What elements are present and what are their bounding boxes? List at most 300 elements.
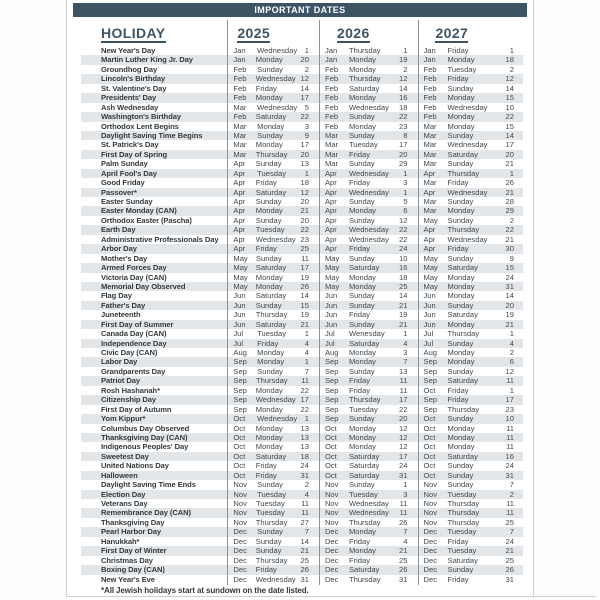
month-cell: Dec [324, 546, 339, 556]
month-cell: Jun [423, 300, 436, 310]
weekday-cell: Friday [348, 555, 371, 565]
weekday-cell: Saturday [348, 451, 380, 461]
year-cell-2027 [417, 254, 524, 263]
holiday-name: April Fool's Day [101, 168, 157, 178]
weekday-cell: Sunday [447, 461, 474, 471]
year-header-cell-2027 [416, 25, 523, 43]
day-cell: 20 [399, 149, 408, 159]
day-cell: 22 [300, 385, 309, 395]
year-cell-2025 [226, 461, 318, 470]
month-cell: Nov [423, 480, 438, 490]
year-cell-2025 [226, 244, 318, 253]
month-cell: Mar [423, 130, 437, 140]
day-cell: 22 [300, 225, 309, 235]
year-cell-2027 [417, 103, 524, 112]
year-cell-2025 [226, 188, 318, 197]
weekday-cell: Monday [348, 348, 376, 357]
year-cell-2026 [318, 575, 417, 584]
year-cell-2025 [226, 471, 318, 480]
holiday-name: St. Patrick's Day [101, 140, 159, 150]
weekday-cell: Sunday [255, 536, 282, 546]
month-cell: Sep [423, 376, 438, 386]
year-cell-2025 [226, 499, 318, 508]
holiday-name: Mother's Day [101, 253, 148, 263]
month-cell: Feb [324, 112, 339, 122]
holiday-name: Orthodox Lent Begins [101, 121, 179, 131]
month-cell: Nov [324, 480, 339, 490]
holiday-name: Civic Day (CAN) [101, 348, 158, 357]
day-cell: 16 [505, 451, 514, 461]
holiday-row [81, 159, 523, 168]
year-cell-2027 [417, 188, 524, 197]
year-cell-2026 [318, 84, 417, 93]
month-cell: May [423, 253, 438, 263]
month-cell: Sep [324, 404, 339, 414]
holiday-row [81, 131, 523, 140]
day-cell: 1 [509, 46, 514, 55]
weekday-cell: Monday [348, 423, 376, 433]
day-cell: 21 [300, 206, 309, 216]
year-cell-2027 [417, 348, 524, 357]
month-cell: Jun [324, 319, 338, 329]
weekday-cell: Friday [447, 178, 469, 188]
day-cell: 16 [399, 93, 408, 103]
weekday-cell: Friday [348, 244, 371, 254]
year-cell-2027 [417, 301, 524, 310]
weekday-cell: Sunday [348, 291, 375, 301]
weekday-cell: Saturday [447, 376, 478, 386]
year-cell-2027 [417, 442, 524, 451]
holiday-name: Armed Forces Day [101, 263, 167, 273]
day-cell: 15 [505, 93, 514, 103]
month-cell: Feb [233, 93, 247, 103]
day-cell: 31 [399, 574, 408, 584]
day-cell: 11 [399, 385, 408, 395]
year-cell-2025 [226, 527, 318, 536]
month-cell: Dec [423, 546, 438, 556]
month-cell: Apr [233, 168, 246, 178]
weekday-cell: Sunday [447, 480, 474, 490]
weekday-cell: Wenesday [348, 329, 385, 339]
month-cell: Feb [324, 121, 339, 131]
day-cell: 21 [300, 546, 309, 556]
holiday-column-header: HOLIDAY [101, 25, 166, 41]
day-cell: 20 [505, 300, 514, 310]
year-cell-2026 [318, 112, 417, 121]
month-cell: Apr [324, 178, 337, 188]
holiday-row [81, 480, 523, 489]
day-cell: 20 [300, 215, 309, 225]
year-cell-2027 [417, 206, 524, 215]
month-cell: Feb [324, 93, 339, 103]
day-cell: 30 [505, 244, 514, 254]
holiday-row [81, 452, 523, 461]
holiday-row [81, 254, 523, 263]
month-cell: Sep [233, 404, 247, 414]
year-cell-2027 [417, 244, 524, 253]
weekday-cell: Tuesday [447, 489, 477, 499]
weekday-cell: Monday [348, 357, 376, 367]
holiday-row [81, 55, 523, 64]
year-cell-2025 [226, 273, 318, 282]
day-cell: 7 [304, 527, 309, 537]
month-cell: Nov [423, 499, 438, 508]
weekday-cell: Monday [255, 206, 283, 216]
year-cell-2026 [318, 546, 417, 555]
year-cell-2026 [318, 537, 417, 546]
day-cell: 21 [399, 546, 408, 556]
day-cell: 17 [505, 140, 514, 150]
holiday-name: Boxing Day (CAN) [101, 565, 165, 575]
weekday-cell: Saturday [348, 470, 380, 480]
year-cell-2026 [318, 508, 417, 517]
year-cell-2026 [318, 452, 417, 461]
month-cell: May [324, 281, 340, 291]
month-cell: Jan [423, 46, 436, 55]
year-cell-2025 [226, 301, 318, 310]
year-cell-2026 [318, 310, 417, 319]
weekday-cell: Monday [348, 546, 376, 556]
month-cell: Dec [233, 527, 247, 537]
year-cell-2025 [226, 442, 318, 451]
month-cell: Aug [233, 348, 247, 357]
holiday-name: First Day of Winter [101, 546, 167, 556]
year-cell-2025 [226, 367, 318, 376]
month-cell: Feb [233, 74, 247, 84]
holiday-row [81, 282, 523, 291]
month-cell: Sep [324, 376, 339, 386]
day-cell: 12 [399, 442, 408, 452]
day-cell: 28 [505, 197, 514, 206]
day-cell: 21 [300, 319, 309, 329]
weekday-cell: Sunday [257, 130, 283, 140]
holiday-name: Columbus Day Observed [101, 423, 190, 433]
year-cell-2027 [417, 169, 524, 178]
year-header-cell-2026 [318, 25, 417, 43]
year-cell-2027 [417, 150, 524, 159]
year-cell-2026 [318, 395, 417, 404]
year-cell-2027 [417, 159, 524, 168]
weekday-cell: Sunday [447, 83, 474, 93]
year-cell-2026 [318, 178, 417, 187]
month-cell: Mar [233, 140, 247, 150]
day-cell: 3 [403, 348, 408, 357]
weekday-cell: Sunday [348, 159, 375, 169]
day-cell: 14 [300, 536, 309, 546]
year-cell-2025 [226, 508, 318, 517]
day-cell: 7 [304, 366, 309, 376]
day-cell: 11 [399, 499, 408, 508]
holiday-name: Memorial Day Observed [101, 281, 186, 291]
month-cell: Feb [423, 102, 437, 112]
month-cell: Mar [233, 102, 247, 112]
holiday-row [81, 140, 523, 149]
holiday-name: Father's Day [101, 300, 146, 310]
weekday-cell: Thursday [348, 395, 381, 405]
year-cell-2027 [417, 273, 524, 282]
day-cell: 21 [399, 319, 408, 329]
year-cell-2027 [417, 490, 524, 499]
holiday-row [81, 216, 523, 225]
month-cell: Dec [324, 565, 339, 575]
day-cell: 11 [506, 499, 514, 508]
holiday-row [81, 244, 523, 253]
day-cell: 24 [399, 461, 408, 471]
year-cell-2027 [417, 518, 524, 527]
month-cell: Jun [324, 291, 338, 301]
month-cell: Apr [324, 168, 337, 178]
day-cell: 24 [505, 461, 514, 471]
month-cell: Feb [423, 83, 437, 93]
year-cell-2026 [318, 527, 417, 536]
year-cell-2025 [226, 452, 318, 461]
month-cell: Oct [423, 442, 436, 452]
year-cell-2026 [318, 254, 417, 263]
year-cell-2025 [226, 150, 318, 159]
day-cell: 21 [505, 187, 514, 197]
year-cell-2026 [318, 55, 417, 64]
weekday-cell: Monday [348, 442, 376, 452]
year-cell-2027 [417, 575, 524, 584]
day-cell: 17 [399, 140, 408, 150]
year-cell-2026 [318, 414, 417, 423]
year-cell-2027 [417, 329, 524, 338]
weekday-cell: Tuesday [255, 499, 285, 508]
month-cell: Apr [233, 244, 246, 254]
year-cell-2025 [226, 386, 318, 395]
day-cell: 24 [399, 244, 408, 254]
holiday-name: Easter Monday (CAN) [101, 206, 177, 216]
holiday-row [81, 575, 523, 584]
day-cell: 1 [304, 168, 309, 178]
weekday-cell: Sunday [447, 470, 474, 480]
weekday-cell: Friday [348, 376, 371, 386]
year-cell-2025 [226, 537, 318, 546]
month-cell: Mar [423, 121, 437, 131]
month-cell: Apr [233, 197, 246, 206]
weekday-cell: Friday [348, 178, 371, 188]
day-cell: 12 [399, 74, 408, 84]
year-cell-2026 [318, 65, 417, 74]
year-cell-2025 [226, 206, 318, 215]
year-cell-2025 [226, 575, 318, 584]
weekday-cell: Wednesday [348, 187, 389, 197]
month-cell: Apr [233, 187, 246, 197]
year-cell-2025 [226, 235, 318, 244]
year-cell-2027 [417, 178, 524, 187]
weekday-cell: Friday [255, 470, 277, 480]
weekday-cell: Sunday [447, 215, 474, 225]
weekday-cell: Monday [255, 423, 283, 433]
month-cell: May [423, 281, 438, 291]
weekday-cell: Saturday [255, 263, 287, 273]
day-cell: 11 [399, 508, 408, 518]
year-column-header-2025: 2025 [237, 25, 271, 41]
day-cell: 9 [509, 253, 514, 263]
weekday-cell: Monday [348, 206, 376, 216]
day-cell: 10 [505, 414, 514, 424]
year-cell-2025 [226, 329, 318, 338]
month-cell: Mar [423, 206, 437, 216]
holiday-name: Flag Day [101, 291, 132, 301]
month-cell: Oct [324, 451, 337, 461]
day-cell: 7 [403, 357, 408, 367]
month-cell: Mar [423, 178, 437, 188]
holiday-row [81, 537, 523, 546]
day-cell: 21 [505, 546, 514, 556]
weekday-cell: Saturday [348, 461, 380, 471]
holiday-row [81, 518, 523, 527]
weekday-cell: Thursday [255, 149, 288, 159]
day-cell: 14 [300, 291, 309, 301]
weekday-cell: Sunday [447, 366, 474, 376]
day-cell: 29 [399, 159, 408, 169]
day-cell: 14 [399, 291, 408, 301]
month-cell: Feb [324, 64, 339, 74]
year-cell-2026 [318, 197, 417, 206]
weekday-cell: Thursday [447, 329, 480, 339]
year-cell-2026 [318, 235, 417, 244]
weekday-cell: Tuesday [257, 489, 286, 499]
year-cell-2026 [318, 329, 417, 338]
month-cell: Oct [423, 423, 436, 433]
month-cell: Mar [233, 121, 247, 131]
day-cell: 10 [505, 102, 514, 112]
holiday-row [81, 424, 523, 433]
month-cell: Sep [423, 404, 438, 414]
weekday-cell: Sunday [255, 546, 282, 556]
year-cell-2026 [318, 357, 417, 366]
day-cell: 18 [399, 102, 408, 112]
weekday-cell: Saturday [255, 291, 287, 301]
column-divider [418, 20, 419, 585]
day-cell: 11 [301, 253, 309, 263]
day-cell: 23 [300, 234, 309, 244]
month-cell: Sep [423, 395, 438, 405]
month-cell: Sep [233, 385, 247, 395]
day-cell: 7 [509, 527, 514, 537]
day-cell: 1 [403, 480, 408, 490]
month-cell: Oct [233, 461, 246, 471]
day-cell: 26 [399, 517, 408, 527]
weekday-cell: Monday [348, 93, 376, 103]
weekday-cell: Friday [447, 395, 469, 405]
weekday-cell: Sunday [255, 215, 282, 225]
weekday-cell: Friday [447, 46, 469, 55]
day-cell: 20 [300, 149, 309, 159]
weekday-cell: Friday [257, 338, 279, 348]
month-cell: Apr [423, 187, 436, 197]
month-cell: May [233, 263, 248, 273]
month-cell: Apr [233, 206, 246, 216]
weekday-cell: Monday [257, 348, 285, 357]
year-cell-2025 [226, 395, 318, 404]
day-cell: 22 [505, 112, 514, 122]
weekday-cell: Wednesday [255, 395, 296, 405]
year-cell-2025 [226, 65, 318, 74]
weekday-cell: Thursday [447, 517, 480, 527]
day-cell: 17 [300, 140, 309, 150]
day-cell: 17 [399, 395, 408, 405]
weekday-cell: Friday [447, 574, 469, 584]
month-cell: Sep [423, 366, 438, 376]
year-cell-2027 [417, 93, 524, 102]
weekday-cell: Tuesday [348, 489, 378, 499]
month-cell: Oct [324, 470, 337, 480]
year-cell-2025 [226, 339, 318, 348]
year-cell-2026 [318, 339, 417, 348]
weekday-cell: Sunday [348, 366, 375, 376]
holiday-name: Victoria Day (CAN) [101, 272, 167, 282]
month-cell: Nov [324, 508, 339, 518]
month-cell: Oct [423, 414, 436, 424]
year-cell-2025 [226, 216, 318, 225]
weekday-cell: Thursday [447, 404, 480, 414]
weekday-cell: Sunday [447, 197, 474, 206]
month-cell: Nov [233, 499, 247, 508]
month-cell: Aug [423, 348, 438, 357]
year-cell-2027 [417, 386, 524, 395]
holiday-name: Administrative Professionals Day [101, 234, 219, 244]
weekday-cell: Sunday [348, 300, 375, 310]
weekday-cell: Monday [348, 432, 376, 442]
day-cell: 23 [399, 121, 408, 131]
month-cell: Nov [324, 489, 339, 499]
day-cell: 25 [505, 555, 514, 565]
year-cell-2025 [226, 348, 318, 357]
year-column-header-2026: 2026 [336, 25, 370, 41]
month-cell: Sep [324, 385, 339, 395]
day-cell: 3 [304, 121, 309, 131]
weekday-cell: Thursday [447, 168, 480, 178]
holiday-row [81, 442, 523, 451]
holiday-name: Hanukkah* [101, 536, 140, 546]
year-cell-2025 [226, 93, 318, 102]
month-cell: Nov [233, 517, 247, 527]
month-cell: Oct [423, 385, 436, 395]
weekday-cell: Friday [447, 244, 469, 254]
year-cell-2026 [318, 301, 417, 310]
weekday-cell: Monday [447, 112, 475, 122]
month-cell: May [423, 215, 438, 225]
holiday-name: Canada Day (CAN) [101, 329, 167, 339]
month-cell: Mar [233, 130, 247, 140]
weekday-cell: Monday [348, 121, 376, 131]
year-cell-2025 [226, 414, 318, 423]
year-cell-2027 [417, 235, 524, 244]
weekday-cell: Monday [447, 319, 475, 329]
day-cell: 21 [505, 319, 514, 329]
day-cell: 11 [301, 508, 309, 518]
year-cell-2026 [318, 103, 417, 112]
day-cell: 21 [505, 159, 514, 169]
month-cell: Mar [423, 197, 437, 206]
weekday-cell: Friday [447, 385, 469, 395]
year-cell-2026 [318, 46, 417, 55]
month-cell: Jul [324, 338, 335, 348]
holiday-name: Halloween [101, 470, 138, 480]
weekday-cell: Wednesday [255, 74, 296, 84]
day-cell: 11 [506, 423, 514, 433]
month-cell: Apr [324, 187, 337, 197]
day-cell: 22 [399, 404, 408, 414]
year-cell-2025 [226, 103, 318, 112]
month-cell: Dec [233, 555, 247, 565]
month-cell: Jun [233, 319, 246, 329]
day-cell: 4 [509, 338, 514, 348]
holiday-name: Veterans Day [101, 499, 148, 508]
holiday-row [81, 508, 523, 517]
